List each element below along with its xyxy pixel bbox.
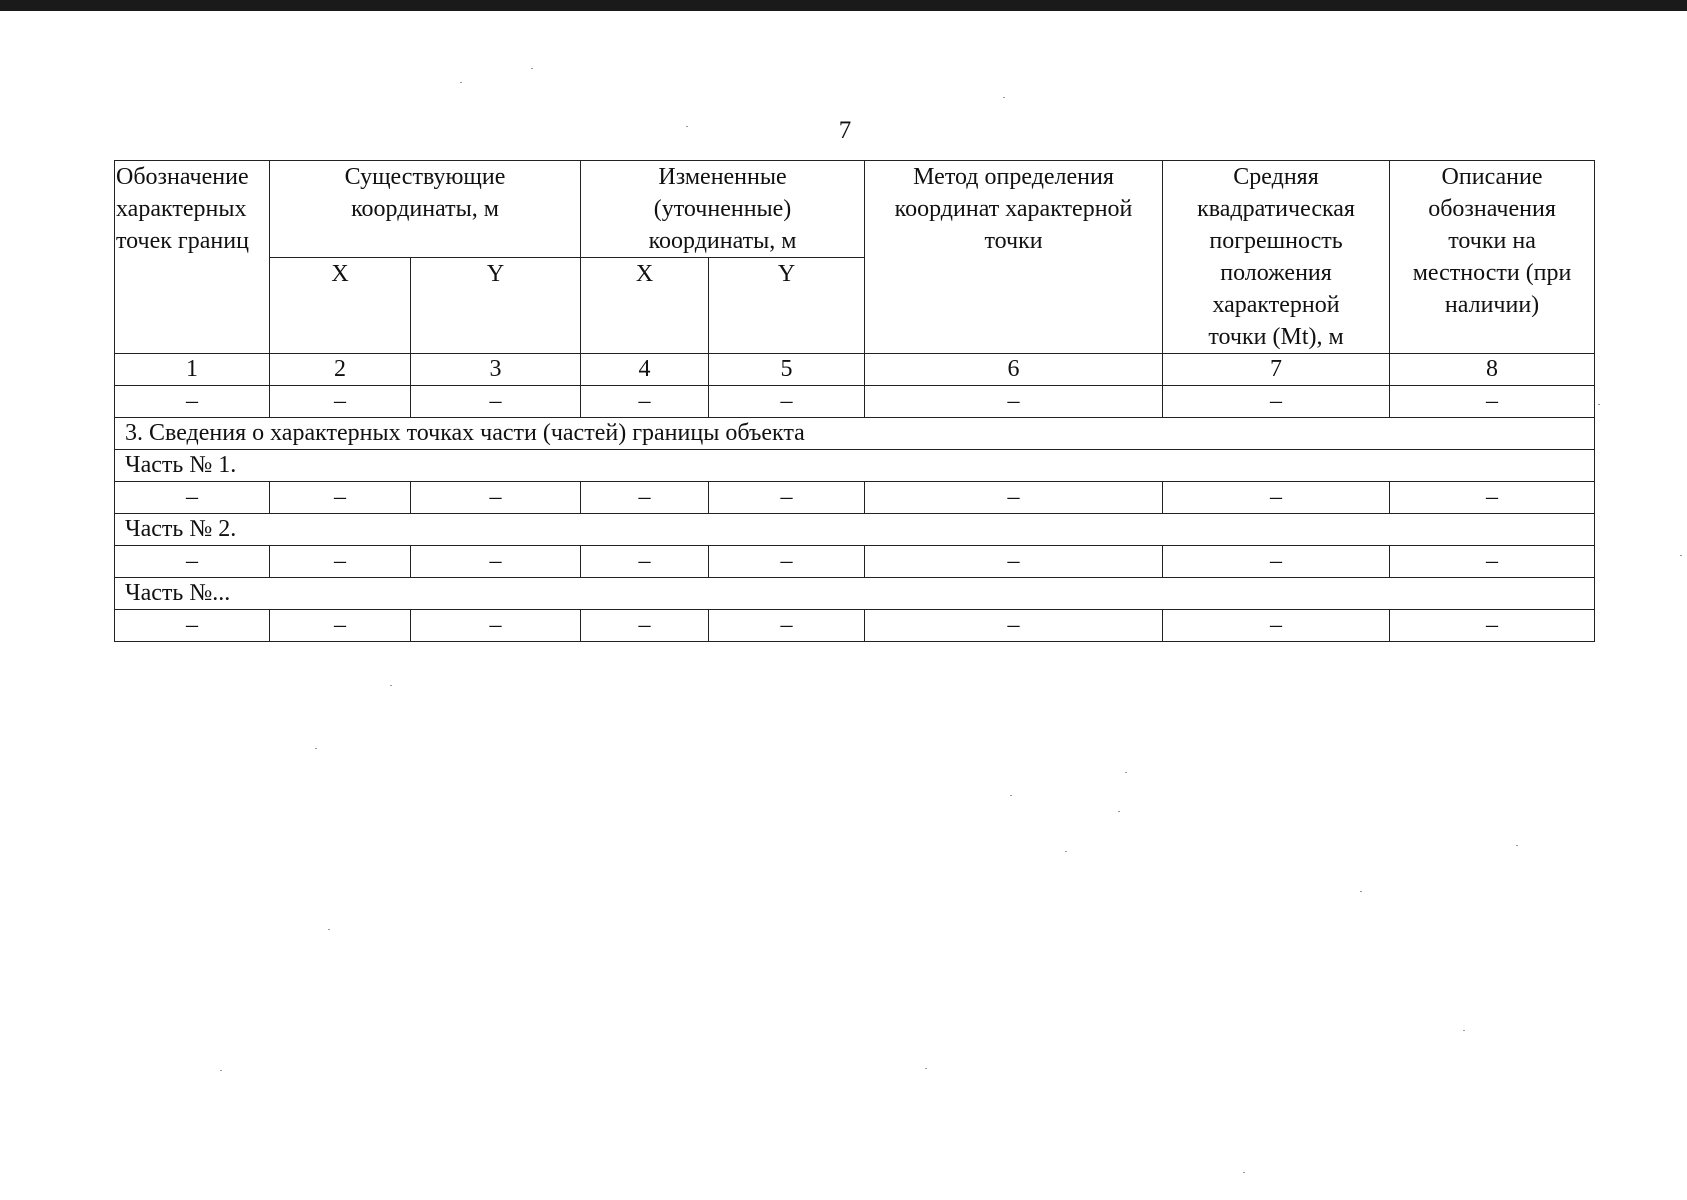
coordinates-table (114, 160, 1595, 642)
dash-cell: – (115, 386, 270, 418)
dash-cell: – (865, 546, 1163, 578)
header-changed-coordinates: Измененные (уточненные) координаты, м (581, 161, 865, 258)
dash-cell: – (1163, 610, 1390, 642)
scan-speck (1598, 404, 1600, 405)
scan-speck (328, 929, 330, 930)
dash-cell: – (1163, 482, 1390, 514)
dash-cell: – (1390, 386, 1595, 418)
part-row (115, 450, 1595, 482)
column-number: 1 (115, 354, 270, 386)
dash-cell: – (1390, 482, 1595, 514)
part-row (115, 578, 1595, 610)
dash-cell: – (865, 386, 1163, 418)
dash-cell: – (115, 610, 270, 642)
dash-cell: – (709, 610, 865, 642)
table-row (115, 610, 1595, 642)
scan-speck (460, 82, 462, 83)
column-number: 5 (709, 354, 865, 386)
scan-speck (531, 68, 533, 69)
dash-cell: – (865, 610, 1163, 642)
top-rule (0, 0, 1687, 11)
column-number: 3 (411, 354, 581, 386)
dash-cell: – (1390, 546, 1595, 578)
scan-speck (1243, 1172, 1245, 1173)
dash-cell: – (709, 482, 865, 514)
column-number: 2 (270, 354, 411, 386)
column-number: 7 (1163, 354, 1390, 386)
column-number: 4 (581, 354, 709, 386)
scan-speck (1680, 555, 1682, 556)
scan-speck (390, 685, 392, 686)
scan-speck (1065, 851, 1067, 852)
part-label: Часть №... (115, 578, 1595, 610)
part-label: Часть № 2. (115, 514, 1595, 546)
dash-cell: – (270, 386, 411, 418)
scan-speck (1516, 845, 1518, 846)
dash-cell: – (581, 386, 709, 418)
dash-cell: – (411, 610, 581, 642)
scan-speck (315, 748, 317, 749)
dash-cell: – (411, 482, 581, 514)
header-changed-x: X (581, 258, 709, 354)
header-method: Метод определения координат характерной точки (865, 161, 1163, 354)
header-existing-y: Y (411, 258, 581, 354)
dash-cell: – (1390, 610, 1595, 642)
dash-cell: – (270, 482, 411, 514)
table-row (115, 386, 1595, 418)
scan-speck (1118, 811, 1120, 812)
dash-cell: – (709, 386, 865, 418)
scan-speck (686, 126, 688, 127)
dash-cell: – (411, 546, 581, 578)
header-existing-x: X (270, 258, 411, 354)
dash-cell: – (115, 546, 270, 578)
scan-speck (1463, 1030, 1465, 1031)
scan-speck (1010, 795, 1012, 796)
dash-cell: – (270, 546, 411, 578)
scan-speck (1003, 97, 1005, 98)
scan-speck (220, 1070, 222, 1071)
part-label: Часть № 1. (115, 450, 1595, 482)
dash-cell: – (581, 482, 709, 514)
table-row (115, 546, 1595, 578)
header-changed-y: Y (709, 258, 865, 354)
dash-cell: – (270, 610, 411, 642)
dash-cell: – (709, 546, 865, 578)
dash-cell: – (581, 546, 709, 578)
page-number: 7 (838, 117, 852, 144)
scan-speck (925, 1068, 927, 1069)
column-number: 6 (865, 354, 1163, 386)
header-existing-coordinates: Существующие координаты, м (270, 161, 581, 258)
section-title-row (115, 418, 1595, 450)
dash-cell: – (1163, 546, 1390, 578)
scan-speck (1125, 772, 1127, 773)
scan-speck (1360, 891, 1362, 892)
table-row (115, 482, 1595, 514)
dash-cell: – (865, 482, 1163, 514)
dash-cell: – (581, 610, 709, 642)
header-mean-square-error: Средняя квадратическая погрешность положения характерной точки (Mt), м (1163, 161, 1390, 354)
column-number-row (115, 354, 1595, 386)
header-designation: Обозначение характерных точек границ (115, 161, 270, 354)
section-title: 3. Сведения о характерных точках части (частей) границы объекта (115, 418, 1595, 450)
dash-cell: – (115, 482, 270, 514)
header-row-top (115, 161, 1595, 258)
header-description: Описание обозначения точки на местности (при наличии) (1390, 161, 1595, 354)
dash-cell: – (411, 386, 581, 418)
part-row (115, 514, 1595, 546)
dash-cell: – (1163, 386, 1390, 418)
column-number: 8 (1390, 354, 1595, 386)
